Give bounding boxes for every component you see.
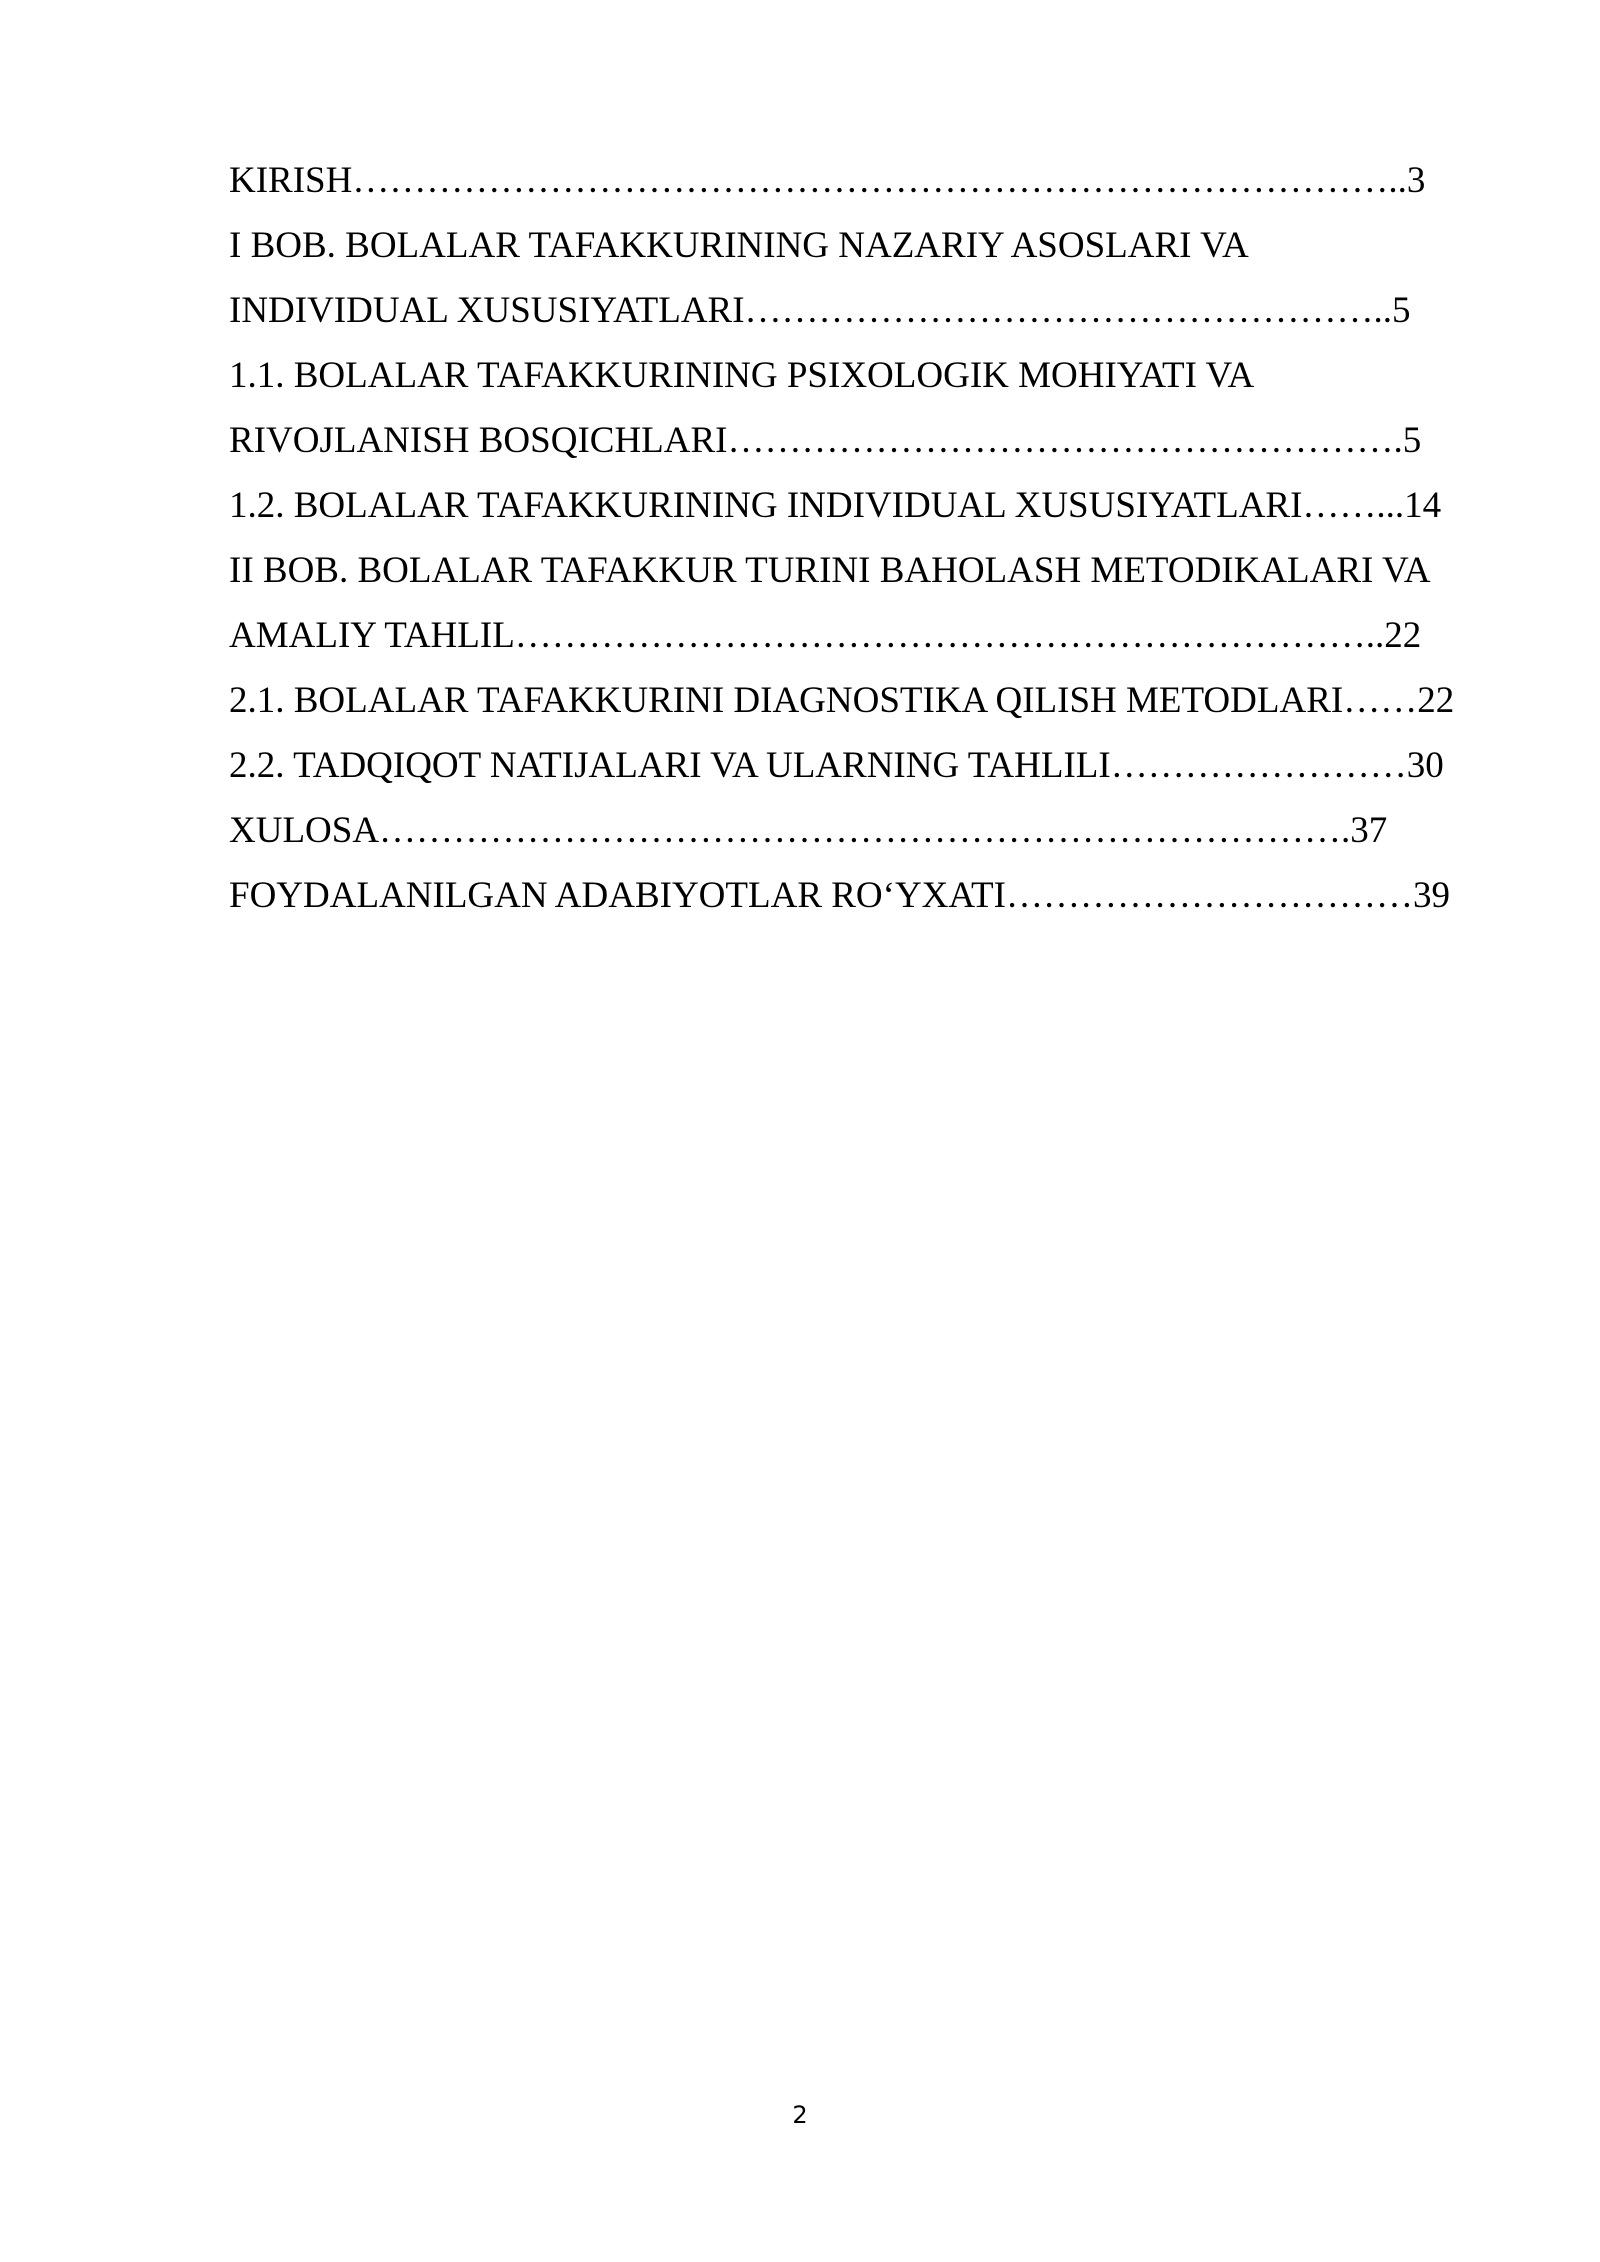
toc-entry-section-2-2: 2.2. TADQIQOT NATIJALARI VA ULARNING TAHLILI……………………30 xyxy=(229,745,1444,786)
page-number: 2 xyxy=(792,2101,808,2129)
toc-entry-section-1-1-line-1: 1.1. BOLALAR TAFAKKURINING PSIXOLOGIK MOHIYATI VA xyxy=(229,355,1255,396)
table-of-contents xyxy=(229,148,1489,928)
toc-entry-kirish: KIRISH…………………………………………………………………………..3 xyxy=(229,160,1426,201)
toc-entry-chapter-1-line-2: INDIVIDUAL XUSUSIYATLARI……………………………………………..5 xyxy=(229,290,1411,331)
toc-entry-chapter-1-line-1: I BOB. BOLALAR TAFAKKURINING NAZARIY ASOSLARI VA xyxy=(229,225,1249,266)
toc-entry-section-2-1: 2.1. BOLALAR TAFAKKURINI DIAGNOSTIKA QILISH METODLARI……22 xyxy=(229,680,1455,721)
toc-entry-chapter-2-line-1: II BOB. BOLALAR TAFAKKUR TURINI BAHOLASH METODIKALARI VA xyxy=(229,550,1431,591)
toc-entry-section-1-1-line-2: RIVOJLANISH BOSQICHLARI……………………………………………….5 xyxy=(229,420,1422,461)
toc-entry-xulosa: XULOSA…………………………………………………………………….37 xyxy=(229,810,1388,851)
toc-entry-adabiyotlar: FOYDALANILGAN ADABIYOTLAR RO‘YXATI……………………………39 xyxy=(229,875,1450,916)
toc-entry-chapter-2-line-2: AMALIY TAHLIL……………………………………………………………..22 xyxy=(229,615,1422,656)
toc-entry-section-1-2: 1.2. BOLALAR TAFAKKURINING INDIVIDUAL XUSUSIYATLARI……...14 xyxy=(229,485,1442,526)
